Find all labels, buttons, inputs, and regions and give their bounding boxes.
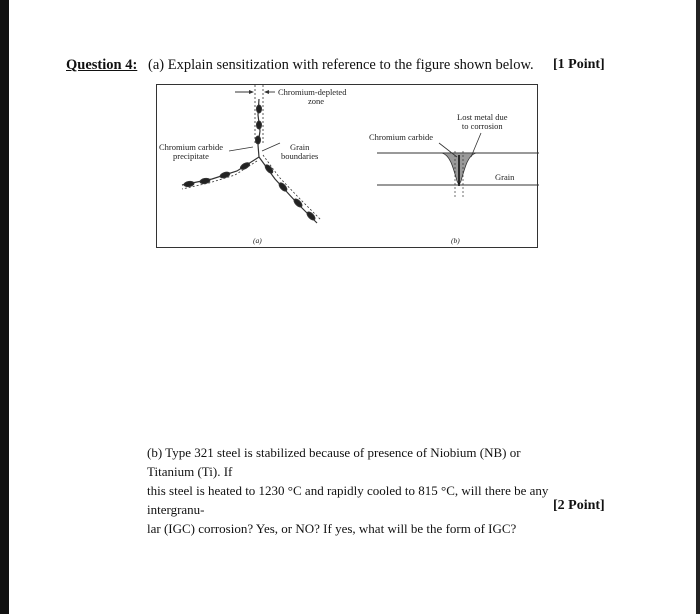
question-part-a: (a) Explain sensitization with reference to the figure shown below. bbox=[148, 57, 534, 73]
right-edge-bar bbox=[696, 0, 700, 614]
question-label: Question 4: bbox=[66, 57, 138, 73]
points-part-a: [1 Point] bbox=[553, 57, 605, 72]
depleted-zone-label: Chromium-depleted zone bbox=[278, 87, 347, 107]
left-edge-bar bbox=[0, 0, 9, 614]
points-part-b: [2 Point] bbox=[553, 498, 605, 513]
grain-label: Grain bbox=[495, 172, 515, 182]
carbide-precipitate-label: Chromium carbide precipitate bbox=[159, 142, 223, 162]
caption-a: (a) bbox=[253, 236, 262, 245]
part-b-line-2: this steel is heated to 1230 °C and rapidly cooled to 815 °C, will there be any intergranu- bbox=[147, 483, 549, 517]
grain-boundaries-label: Grain boundaries bbox=[281, 142, 319, 162]
lost-metal-label: Lost metal due to corrosion bbox=[457, 112, 508, 132]
caption-b: (b) bbox=[451, 236, 460, 245]
sensitization-figure bbox=[156, 84, 538, 248]
part-b-line-1: (b) Type 321 steel is stabilized because of presence of Niobium (NB) or Titanium (Ti). If bbox=[147, 445, 521, 479]
chromium-carbide-label: Chromium carbide bbox=[369, 132, 433, 142]
figure-drawing bbox=[157, 85, 539, 249]
corrosion-groove-diagram bbox=[377, 133, 539, 197]
question-part-b bbox=[147, 443, 567, 538]
part-b-line-3: lar (IGC) corrosion? Yes, or NO? If yes, what will be the form of IGC? bbox=[147, 521, 517, 536]
